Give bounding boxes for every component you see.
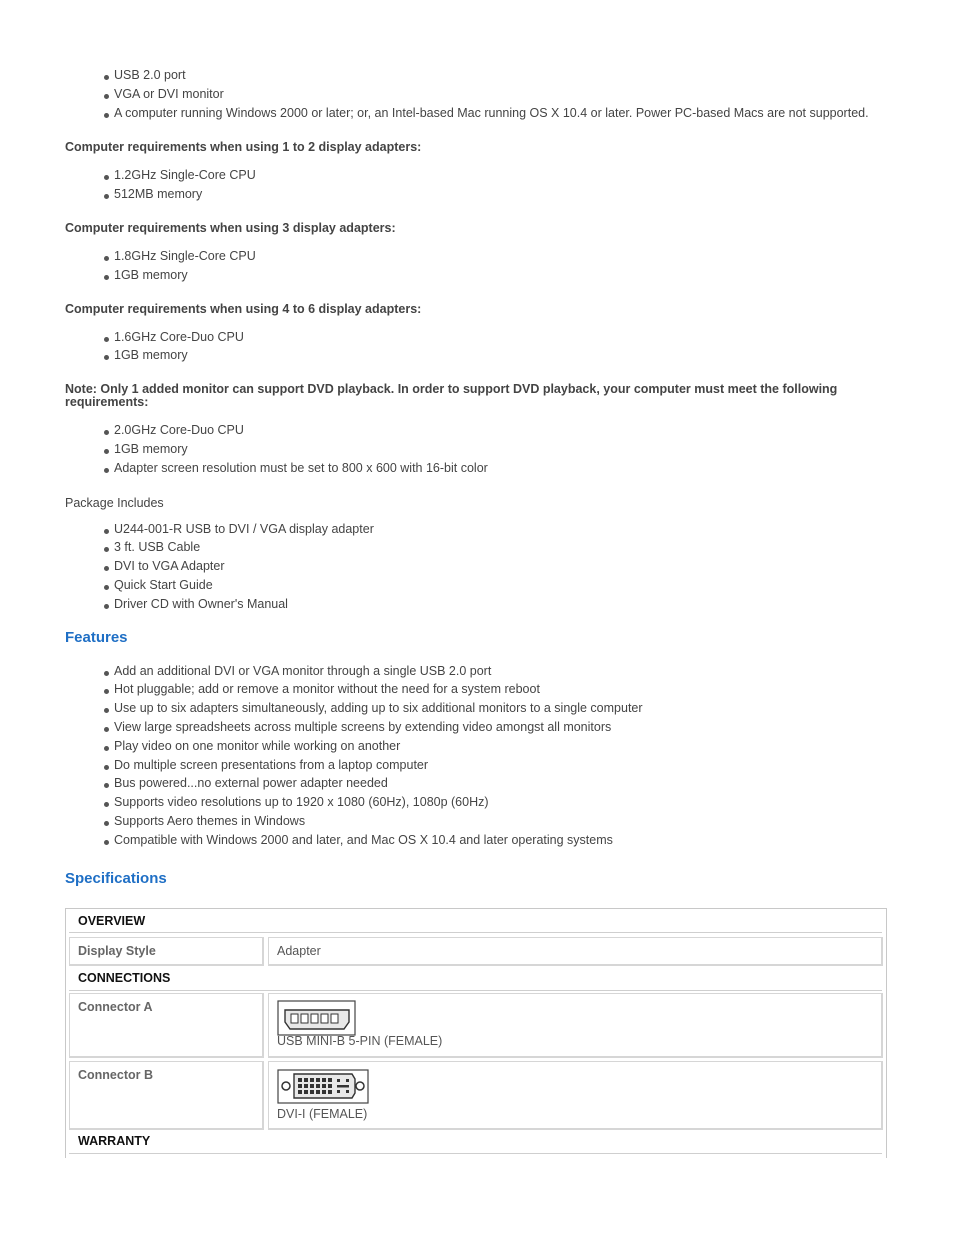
bullet-icon — [104, 708, 109, 713]
bullet-icon — [104, 585, 109, 590]
bullet-icon — [104, 355, 109, 360]
list-item: Hot pluggable; add or remove a monitor without the need for a system reboot — [103, 680, 887, 699]
features-list — [65, 662, 887, 850]
bullet-icon — [104, 449, 109, 454]
list-item: Do multiple screen presentations from a laptop computer — [103, 756, 887, 775]
list-item: Quick Start Guide — [103, 576, 887, 595]
bullet-icon — [104, 75, 109, 80]
list-item: 1GB memory — [103, 346, 887, 365]
bullet-icon — [104, 194, 109, 199]
package-includes-heading: Package Includes — [65, 495, 164, 510]
display-style-value: Adapter — [268, 937, 883, 966]
bullet-icon — [104, 468, 109, 473]
list-item: Compatible with Windows 2000 and later, and Mac OS X 10.4 and later operating systems — [103, 831, 887, 850]
dvd-note-heading: Note: Only 1 added monitor can support DVD playback. In order to support DVD playback, your computer must meet the following requirements: — [65, 382, 838, 410]
bullet-icon — [104, 547, 109, 552]
overview-heading: OVERVIEW — [69, 909, 882, 933]
bullet-icon — [104, 840, 109, 845]
list-item: VGA or DVI monitor — [103, 85, 887, 104]
bullet-icon — [104, 430, 109, 435]
req-4-6-list — [65, 328, 887, 366]
list-item: 1.2GHz Single-Core CPU — [103, 166, 887, 185]
connector-b-value: DVI-I (FEMALE) — [268, 1061, 883, 1130]
dvi-i-connector-icon — [277, 1069, 369, 1105]
bullet-icon — [104, 783, 109, 788]
connector-a-value: USB MINI-B 5-PIN (FEMALE) — [268, 993, 883, 1058]
bullet-icon — [104, 689, 109, 694]
bullet-icon — [104, 529, 109, 534]
list-item: Use up to six adapters simultaneously, adding up to six additional monitors to a single computer — [103, 699, 887, 718]
bullet-icon — [104, 821, 109, 826]
warranty-heading: WARRANTY — [69, 1130, 882, 1154]
features-title: Features — [65, 628, 128, 646]
bullet-icon — [104, 256, 109, 261]
list-item: 2.0GHz Core-Duo CPU — [103, 421, 887, 440]
req-3-heading: Computer requirements when using 3 display adapters: — [65, 220, 396, 235]
bullet-icon — [104, 746, 109, 751]
product-details — [65, 64, 887, 888]
bullet-icon — [104, 765, 109, 770]
dvd-requirements-list — [65, 421, 887, 477]
bullet-icon — [104, 337, 109, 342]
bullet-icon — [104, 175, 109, 180]
usb-mini-b-connector-icon — [277, 1000, 357, 1038]
list-item: 512MB memory — [103, 185, 887, 204]
bullet-icon — [104, 802, 109, 807]
req-4-6-heading: Computer requirements when using 4 to 6 display adapters: — [65, 301, 422, 316]
list-item: U244-001-R USB to DVI / VGA display adapter — [103, 520, 887, 539]
bullet-icon — [104, 604, 109, 609]
bullet-icon — [104, 671, 109, 676]
list-item: USB 2.0 port — [103, 66, 887, 85]
package-includes-list — [65, 520, 887, 614]
connector-b-label: Connector B — [69, 1061, 264, 1130]
list-item: 1.8GHz Single-Core CPU — [103, 247, 887, 266]
bullet-icon — [104, 94, 109, 99]
list-item: Supports Aero themes in Windows — [103, 812, 887, 831]
system-requirements-list — [65, 66, 887, 122]
bullet-icon — [104, 566, 109, 571]
list-item: Driver CD with Owner's Manual — [103, 595, 887, 614]
list-item: 1GB memory — [103, 266, 887, 285]
list-item: Play video on one monitor while working on another — [103, 737, 887, 756]
req-1-2-list — [65, 166, 887, 204]
display-style-label: Display Style — [69, 937, 264, 966]
list-item: 1GB memory — [103, 440, 887, 459]
connections-heading: CONNECTIONS — [69, 966, 882, 991]
req-3-list — [65, 247, 887, 285]
bullet-icon — [104, 275, 109, 280]
req-1-2-heading: Computer requirements when using 1 to 2 display adapters: — [65, 140, 422, 155]
list-item: View large spreadsheets across multiple screens by extending video amongst all monitors — [103, 718, 887, 737]
list-item: Supports video resolutions up to 1920 x 1080 (60Hz), 1080p (60Hz) — [103, 793, 887, 812]
specifications-table — [65, 908, 887, 1158]
list-item: Adapter screen resolution must be set to 800 x 600 with 16-bit color — [103, 459, 887, 478]
list-item: DVI to VGA Adapter — [103, 557, 887, 576]
list-item: 1.6GHz Core-Duo CPU — [103, 328, 887, 347]
bullet-icon — [104, 113, 109, 118]
specifications-title: Specifications — [65, 869, 167, 887]
connector-a-label: Connector A — [69, 993, 264, 1058]
bullet-icon — [104, 727, 109, 732]
list-item: 3 ft. USB Cable — [103, 538, 887, 557]
list-item: Add an additional DVI or VGA monitor through a single USB 2.0 port — [103, 662, 887, 681]
list-item: Bus powered...no external power adapter needed — [103, 774, 887, 793]
list-item: A computer running Windows 2000 or later; or, an Intel-based Mac running OS X 10.4 or later. Power PC-based Macs are not supported. — [103, 104, 887, 123]
